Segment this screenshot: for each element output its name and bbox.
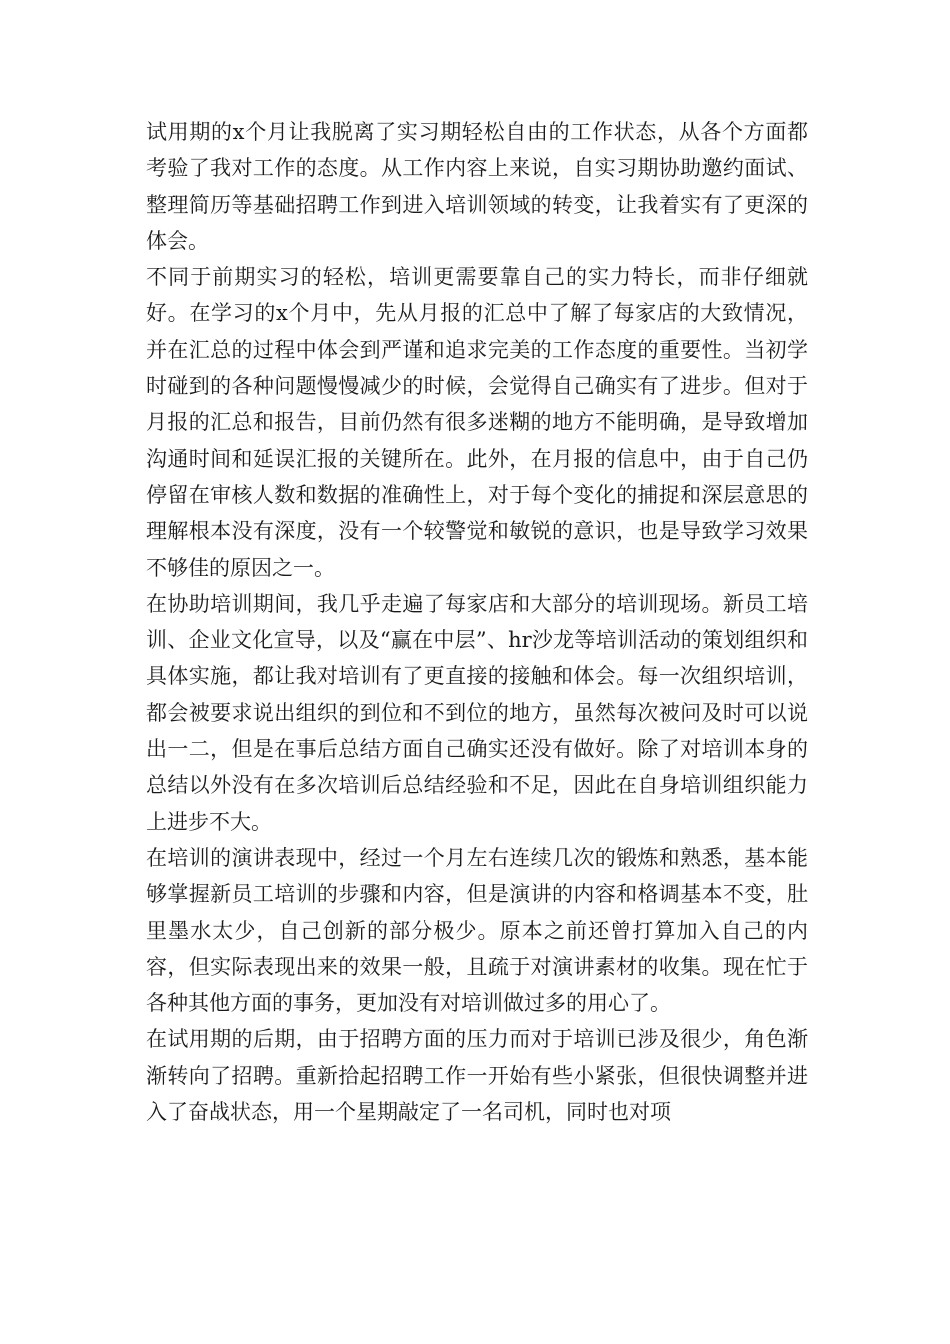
paragraph-4: 在培训的演讲表现中，经过一个月左右连续几次的锻炼和熟悉，基本能够掌握新员工培训的步骤和内容，但是演讲的内容和格调基本不变，肚里墨水太少，自己创新的部分极少。原本之前还曾打算加入自己的内容，但实际表现出来的效果一般，且疏于对演讲素材的收集。现在忙于各种其他方面的事务，更加没有对培训做过多的用心了。: [146, 845, 808, 1016]
document-body: [146, 114, 808, 1130]
paragraph-2: 不同于前期实习的轻松，培训更需要靠自己的实力特长，而非仔细就好。在学习的x个月中，先从月报的汇总中了解了每家店的大致情况，并在汇总的过程中体会到严谨和追求完美的工作态度的重要性。当初学时碰到的各种问题慢慢减少的时候，会觉得自己确实有了进步。但对于月报的汇总和报告，目前仍然有很多迷糊的地方不能明确，是导致增加沟通时间和延误汇报的关键所在。此外，在月报的信息中，由于自己仍停留在审核人数和数据的准确性上，对于每个变化的捕捉和深层意思的理解根本没有深度，没有一个较警觉和敏锐的意识，也是导致学习效果不够佳的原因之一。: [146, 265, 808, 580]
paragraph-5: 在试用期的后期，由于招聘方面的压力而对于培训已涉及很少，角色渐渐转向了招聘。重新拾起招聘工作一开始有些小紧张，但很快调整并进入了奋战状态，用一个星期敲定了一名司机，同时也对项: [146, 1027, 808, 1125]
paragraph-1: 试用期的x个月让我脱离了实习期轻松自由的工作状态，从各个方面都考验了我对工作的态度。从工作内容上来说，自实习期协助邀约面试、整理简历等基础招聘工作到进入培训领域的转变，让我着实有了更深的体会。: [146, 120, 808, 253]
paragraph-3: 在协助培训期间，我几乎走遍了每家店和大部分的培训现场。新员工培训、企业文化宣导，以及“赢在中层”、hr沙龙等培训活动的策划组织和具体实施，都让我对培训有了更直接的接触和体会。每一次组织培训，都会被要求说出组织的到位和不到位的地方，虽然每次被问及时可以说出一二，但是在事后总结方面自己确实还没有做好。除了对培训本身的总结以外没有在多次培训后总结经验和不足，因此在自身培训组织能力上进步不大。: [146, 591, 808, 834]
